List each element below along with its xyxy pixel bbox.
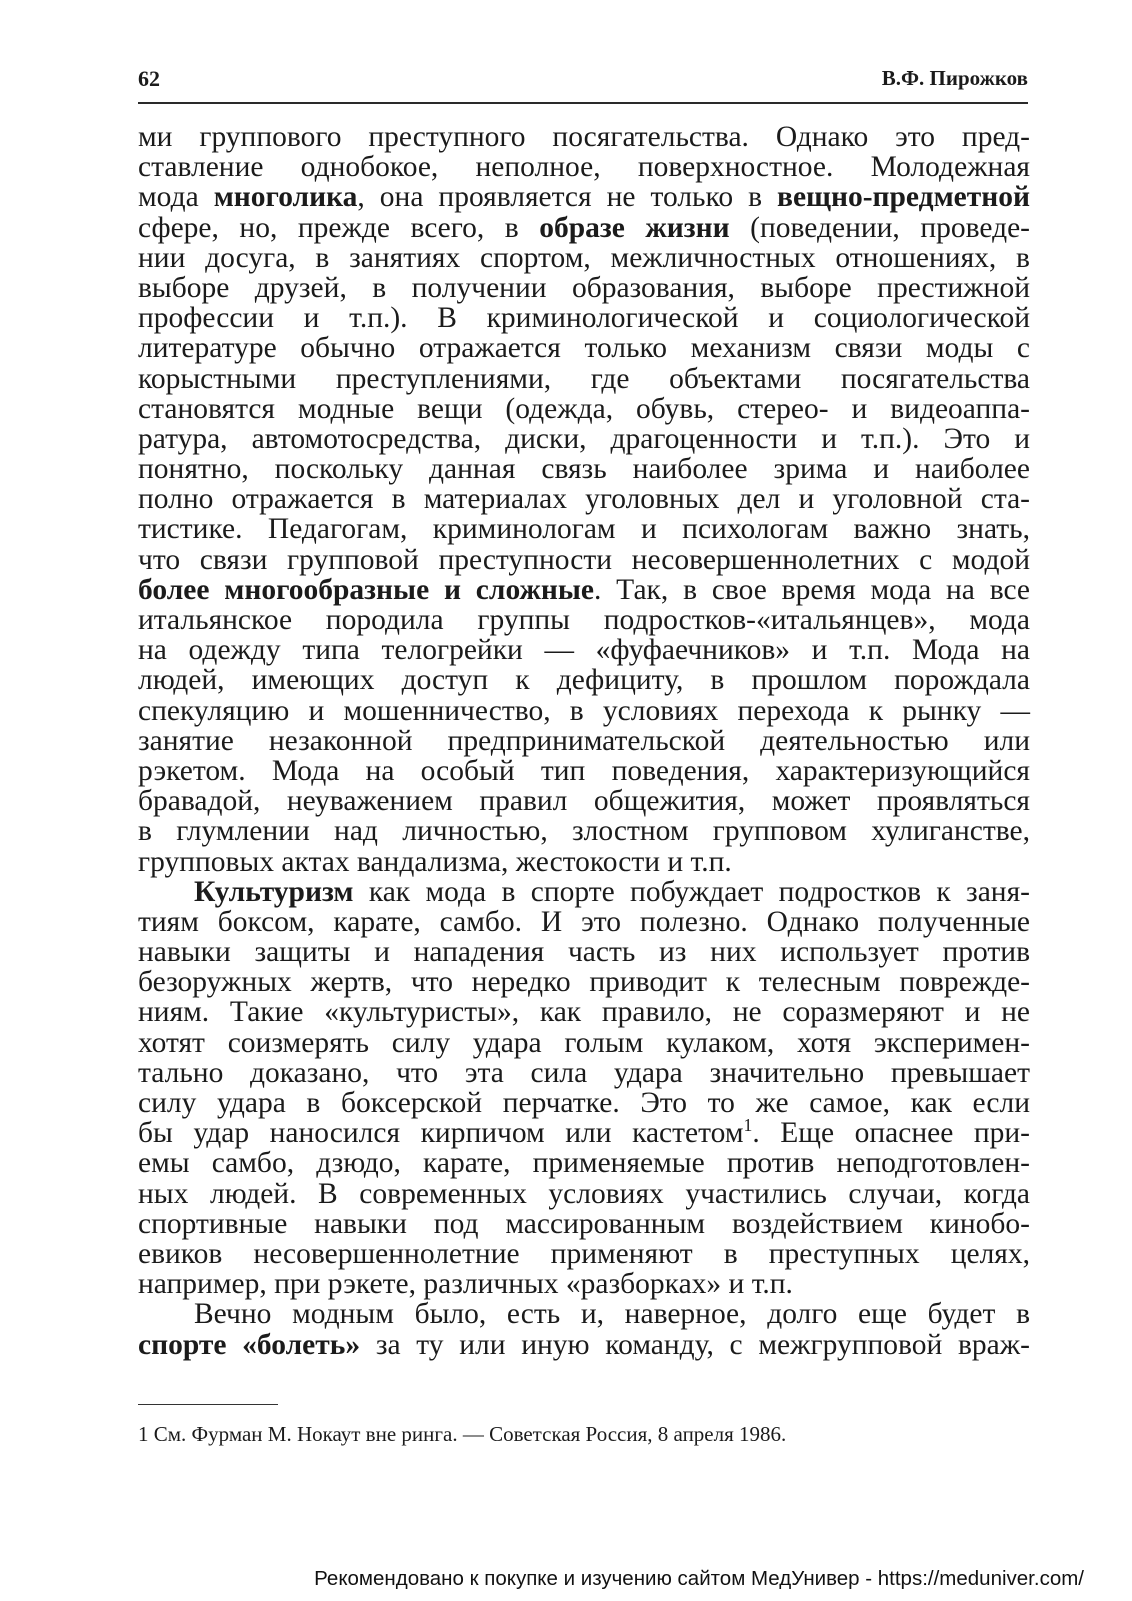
bold-term: образе жизни (539, 211, 730, 244)
text-line: бы удар наносился кирпичом или кастетом$^1$. Еще опаснее при- (138, 1115, 1030, 1150)
text-line: ми группового преступного посягательства. Однако это пред- (138, 121, 1030, 153)
text-line: тистике. Педагогам, криминологам и психологам важно знать, (138, 513, 1030, 546)
text-line: безоружных жертв, что нередко приводит к телесным поврежде- (138, 966, 1030, 999)
text-line: выборе друзей, в получении образования, выборе престижной (138, 271, 1030, 304)
text-line: литературе обычно отражается только механизм связи моды с (138, 332, 1030, 365)
page-number: 62 (138, 66, 160, 91)
text-line: спекуляцию и мошенничество, в условиях перехода к рынку — (138, 694, 1030, 727)
text-line: Вечно модным было, есть и, наверное, долго еще будет в (194, 1298, 1030, 1331)
text-line: что связи групповой преступности несовершеннолетних с модой (138, 543, 1030, 576)
text-line: ных людей. В современных условиях участились случаи, когда (138, 1177, 1030, 1210)
text-line: ставление однобокое, неполное, поверхностное. Молодежная (138, 151, 1030, 184)
text-line: нии досуга, в занятиях спортом, межличностных отношениях, в (138, 241, 1030, 274)
watermark-text: Рекомендовано к покупке и изучению сайтом МедУнивер - https://meduniver.com/ (314, 1567, 1084, 1590)
text-line: профессии и т.п.). В криминологической и социологической (138, 302, 1030, 335)
text-line: ратура, автомотосредства, диски, драгоценности и т.п.). Это и (138, 422, 1030, 455)
text-line: более многообразные и сложные. Так, в свое время мода на все (138, 573, 1030, 606)
text-line: становятся модные вещи (одежда, обувь, стерео- и видеоаппа- (138, 392, 1030, 425)
running-header (138, 66, 1028, 104)
text-line: емы самбо, дзюдо, карате, применяемые против неподготовлен- (138, 1147, 1030, 1180)
text-line: тиям боксом, карате, самбо. И это полезно. Однако полученные (138, 905, 1030, 938)
text-line: тально доказано, что эта сила удара значительно превышает (138, 1056, 1030, 1089)
footnote-divider (138, 1404, 278, 1405)
bold-term: многолика (213, 181, 358, 214)
bold-term: вещно-предметной (777, 181, 1030, 214)
text-line: спорте «болеть» за ту или иную команду, с межгрупповой враж- (138, 1328, 1030, 1361)
text-line: ниям. Такие «культуристы», как правило, не соразмеряют и не (138, 996, 1030, 1029)
text-line: занятие незаконной предпринимательской деятельностью или (138, 724, 1030, 757)
bold-term: спорте «болеть» (138, 1328, 361, 1361)
text-line: мода многолика, она проявляется не только в вещно-предметной (138, 181, 1030, 214)
text-line: бравадой, неуважением правил общежития, может проявляться (138, 785, 1030, 818)
text-line: итальянское породила группы подростков-«итальянцев», мода (138, 604, 1030, 636)
body-text (138, 122, 1030, 1360)
text-line: людей, имеющих доступ к дефициту, в прошлом порождала (138, 664, 1030, 697)
running-head-author: В.Ф. Пирожков (881, 66, 1028, 90)
text-line: в глумлении над личностью, злостном групповом хулиганстве, (138, 815, 1030, 848)
footnote: 1 См. Фурман М. Нокаут вне ринга. — Советская Россия, 8 апреля 1986. (138, 1422, 787, 1446)
text-line: евиков несовершеннолетние применяют в преступных целях, (138, 1237, 1030, 1270)
text-line: на одежду типа телогрейки — «фуфаечников» и т.п. Мода на (138, 634, 1030, 667)
text-line: корыстными преступлениями, где объектами посягательства (138, 362, 1030, 395)
text-line: навыки защиты и нападения часть из них использует против (138, 936, 1030, 969)
text-line: полно отражается в материалах уголовных дел и уголовной ста- (138, 483, 1030, 516)
text-line: сфере, но, прежде всего, в образе жизни (поведении, проведе- (138, 211, 1031, 244)
text-line: рэкетом. Мода на особый тип поведения, характеризующийся (138, 754, 1030, 787)
text-line: понятно, поскольку данная связь наиболее зрима и наиболее (138, 453, 1030, 486)
footnote-marker: 1 (743, 1115, 753, 1136)
bold-term: более многообразные и сложные (138, 573, 594, 606)
text-line: групповых актах вандализма, жестокости и т.п. (138, 845, 732, 878)
bold-term: Культуризм (194, 875, 354, 908)
text-line: например, при рэкете, различных «разборках» и т.п. (138, 1268, 793, 1301)
text-line: силу удара в боксерской перчатке. Это то же самое, как если (138, 1087, 1030, 1119)
text-line: хотят соизмерять силу удара голым кулаком, хотя эксперимен- (138, 1026, 1030, 1059)
text-line: спортивные навыки под массированным воздействием кинобо- (138, 1207, 1030, 1240)
text-line: Культуризм как мода в спорте побуждает подростков к заня- (194, 875, 1030, 908)
